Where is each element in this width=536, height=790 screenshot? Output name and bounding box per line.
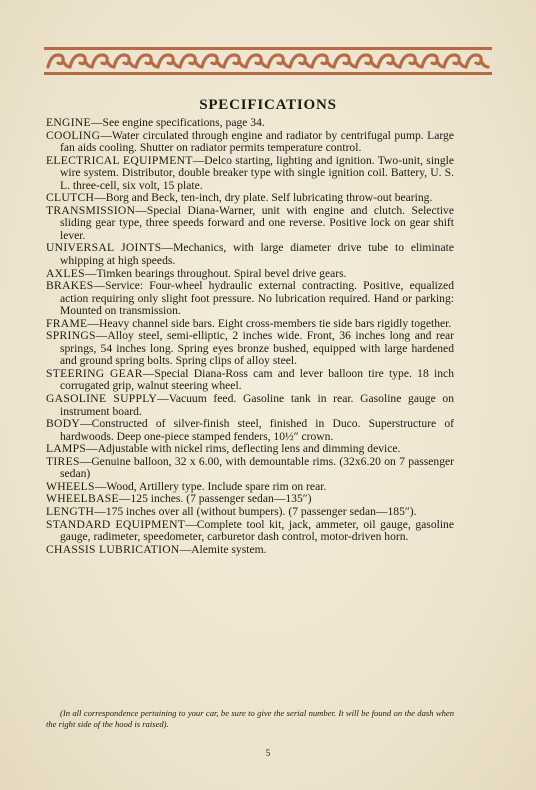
spec-entry — [46, 368, 454, 393]
wave-scroll — [246, 55, 268, 67]
wave-scroll — [158, 55, 180, 67]
spec-label: ENGINE — [46, 116, 91, 129]
spec-label: GASOLINE SUPPLY — [46, 392, 158, 406]
wave-scroll — [422, 55, 444, 67]
spec-text: —Heavy channel side bars. Eight cross-members tie side bars rigidly together. — [87, 316, 452, 330]
spec-entry — [46, 544, 454, 557]
spec-entry — [46, 155, 454, 193]
spec-text: —125 inches. (7 passenger sedan—135″) — [118, 492, 312, 506]
wave-scroll — [400, 55, 422, 67]
spec-text: —175 inches over all (without bumpers). (7 passenger sedan—185″). — [94, 504, 417, 518]
wave-scroll — [444, 55, 466, 67]
wave-scroll — [136, 55, 158, 67]
spec-entry — [46, 280, 454, 318]
wave-scroll — [334, 55, 356, 67]
wave-scroll — [224, 55, 246, 67]
spec-text: —Borg and Beck, ten-inch, dry plate. Self lubricating throw-out bearing. — [94, 191, 433, 205]
spec-label: AXLES — [46, 266, 85, 280]
spec-text: —Constructed of silver-finish steel, finished in Duco. Superstructure of hardwoods. Deep one-piece stamped fenders, 10½″ crown. — [60, 417, 454, 443]
spec-label: TRANSMISSION — [46, 203, 136, 217]
spec-label: BODY — [46, 417, 81, 431]
decorative-wave-border — [44, 47, 492, 75]
specifications-list — [46, 117, 454, 556]
spec-label: BRAKES — [46, 279, 94, 293]
spec-text: —Genuine balloon, 32 x 6.00, with demountable rims. (32x6.20 on 7 passenger sedan) — [60, 454, 454, 481]
wave-scroll — [290, 55, 312, 67]
spec-text: —Complete tool kit, jack, ammeter, oil gauge, gasoline gauge, radimeter, speedometer, carburetor dash control, motor-driven horn. — [60, 517, 454, 544]
spec-label: COOLING — [46, 128, 101, 142]
wave-scroll — [378, 55, 400, 67]
wave-scroll — [48, 55, 70, 67]
spec-entry — [46, 393, 454, 418]
spec-entry — [46, 519, 454, 544]
spec-entry — [46, 205, 454, 243]
spec-text: —Water circulated through engine and radiator by centrifugal pump. Large fan aids cooling. Shutter on radiator permits temperature control. — [60, 128, 454, 155]
page-number: 5 — [265, 748, 271, 758]
spec-label: UNIVERSAL JOINTS — [46, 241, 162, 255]
wave-scroll — [268, 55, 290, 67]
spec-label: SPRINGS — [46, 329, 96, 343]
spec-text: —Wood, Artillery type. Include spare rim on rear. — [94, 479, 327, 493]
spec-label: FRAME — [46, 316, 88, 330]
wave-scroll — [180, 55, 202, 67]
spec-entry — [46, 456, 454, 481]
spec-text: —Timken bearings throughout. Spiral bevel drive gears. — [84, 266, 347, 280]
spec-text: —Service: Four-wheel hydraulic external contracting. Positive, equalized action requiring only slight foot pressure. No lubrication required. Hand or parking: Mounted on transmission. — [60, 279, 454, 318]
spec-entry — [46, 418, 454, 443]
wave-scroll — [92, 55, 114, 67]
spec-text: —Special Diana-Warner, unit with engine and clutch. Selective sliding gear type, three speeds forward and one reverse. Positive lock on gear shift lever. — [60, 203, 454, 242]
page-title: SPECIFICATIONS — [199, 97, 337, 113]
wave-scroll — [312, 55, 334, 67]
spec-text: —Vacuum feed. Gasoline tank in rear. Gasoline gauge on instrument board. — [60, 392, 454, 418]
spec-text: —Special Diana-Ross cam and lever balloon tire type. 18 inch corrugated grip, walnut steering wheel. — [60, 366, 454, 393]
wave-scroll — [202, 55, 224, 67]
spec-label: LENGTH — [46, 504, 95, 518]
spec-entry — [46, 130, 454, 155]
footnote: (In all correspondence pertaining to your car, be sure to give the serial number. It will be found on the dash when the right side of the hood is raised). — [46, 708, 454, 729]
spec-label: TIRES — [46, 454, 80, 468]
wave-scroll — [70, 55, 92, 67]
spec-text: —See engine specifications, page 34. — [90, 116, 265, 129]
spec-text: —Alemite system. — [179, 542, 267, 556]
spec-label: CHASSIS LUBRICATION — [46, 542, 180, 556]
spec-label: CLUTCH — [46, 191, 95, 205]
spec-entry — [46, 242, 454, 267]
spec-label: WHEELBASE — [46, 492, 119, 506]
spec-text: —Mechanics, with large diameter drive tube to eliminate whipping at high speeds. — [60, 241, 454, 268]
spec-text: —Delco starting, lighting and ignition. Two-unit, single wire system. Distributor, double breaker type with single ignition coil. Battery, U. S. L. three-cell, six volt, 15 plate. — [60, 153, 454, 192]
wave-scroll — [466, 55, 488, 67]
spec-text: —Alloy steel, semi-elliptic, 2 inches wide. Front, 36 inches long and rear springs, 54 inches long. Spring eyes bronze bushed, equipped with large hardened and ground spring bolts. Spring clips of alloy steel. — [60, 329, 454, 368]
spec-label: WHEELS — [46, 479, 95, 493]
spec-label: ELECTRICAL EQUIPMENT — [46, 153, 193, 167]
wave-scroll — [114, 55, 136, 67]
spec-entry — [46, 330, 454, 368]
wave-scroll — [356, 55, 378, 67]
spec-label: LAMPS — [46, 442, 87, 456]
spec-text: —Adjustable with nickel rims, deflecting lens and dimming device. — [86, 442, 401, 456]
spec-label: STEERING GEAR — [46, 366, 143, 380]
spec-label: STANDARD EQUIPMENT — [46, 517, 186, 531]
